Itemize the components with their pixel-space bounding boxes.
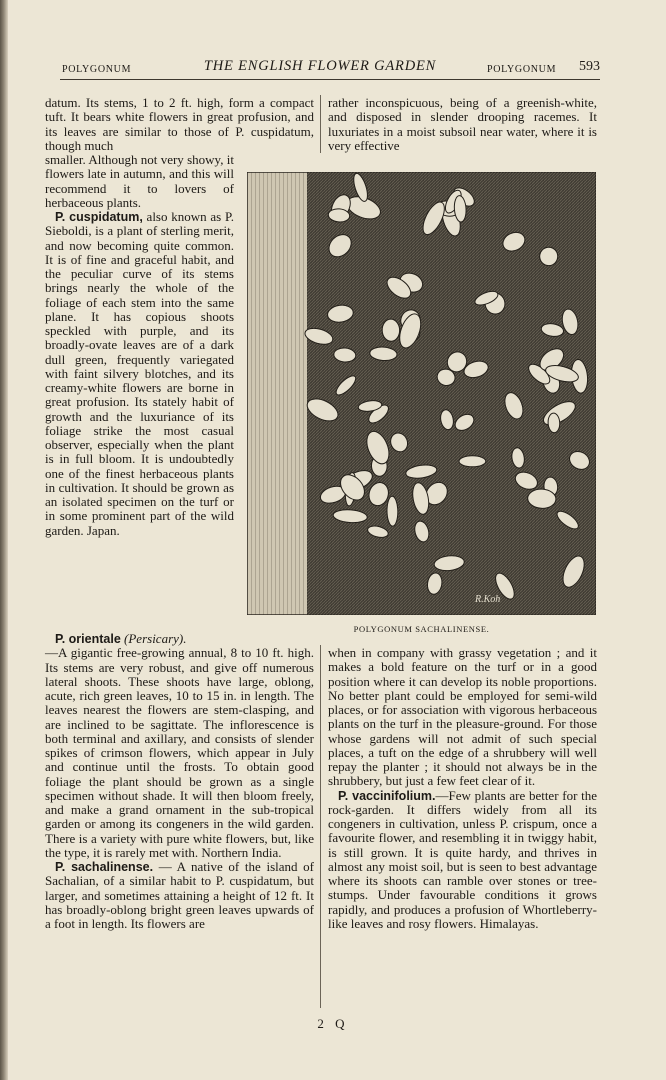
engraving-leaf bbox=[540, 247, 558, 266]
entry-orientale-text: —A gigantic free-growing annual, 8 to 10 ft. high. Its stems are very robust, and give off numerous lateral shoots. These shoots have large, oblong, acute, rich green leaves, 10 to 15 in. in length. The leaves nearest the flowers are stem-clasping, and are inclined to be sagittate. The inflorescence is both terminal and axillary, and consists of slender spikes of crimson flowers, which appear in July and continue until the frosts. To obtain good foliage the plant should be grown as a single specimen without shade. It will then bloom freely, and make a grand ornament in the sub-tropical garden or among its congeners in the wild garden. There is a variety with pure white flowers, but, like the type, it is rarely met with. Northern India. bbox=[45, 645, 314, 860]
header-title: THE ENGLISH FLOWER GARDEN bbox=[203, 58, 437, 74]
left-column-top bbox=[45, 96, 314, 153]
entry-sachalinense bbox=[45, 860, 314, 931]
header-left-label: POLYGONUM bbox=[62, 64, 132, 75]
engraving-leaf bbox=[459, 456, 486, 467]
engraving-leaf bbox=[387, 496, 398, 526]
page-number: 593 bbox=[579, 59, 600, 74]
entry-orientale-heading bbox=[45, 632, 314, 646]
entry-vaccinifolium bbox=[328, 789, 597, 932]
header-right-label: POLYGONUM bbox=[487, 64, 557, 75]
paragraph-text: datum. Its stems, 1 to 2 ft. high, form a compact tuft. It bears white flowers in great profusion, and its leaves are similar to those of P. cuspidatum, though much bbox=[45, 95, 314, 153]
paragraph-text: when in company with grassy vegetation ; and it makes a bold feature on the turf or in a good position where it can develop its noble proportions. No better plant could be employed for semi-wild places, or for association with vigorous herbaceous plants on the turf in the pleasure-ground. For those whose gardens will not admit of such special places, a tuft on the edge of a shrubbery will well repay the planter ; it should not always be in the shrubbery, but just a few feet clear of it. bbox=[328, 645, 597, 789]
illustration-polygonum-sachalinense bbox=[247, 172, 596, 615]
column-divider-bottom bbox=[320, 645, 321, 1008]
entry-text: —Few plants are better for the rock-garden. It differs widely from all its congeners in cultivation, unless P. crispum, once a favourite flower, and resembling it in twiggy habit, is still grown. It is quite hardy, and thrives in almost any moist soil, but is seen to best advantage where its shoots can ramble over stones or tree-stumps. Under favourable conditions it grows rapidly, and produces a profusion of Whortleberry-like leaves and rosy flowers. Himalayas. bbox=[328, 787, 597, 931]
entry-common-name: (Persicary). bbox=[124, 631, 187, 646]
engraving-leaf bbox=[382, 319, 400, 342]
column-divider-top bbox=[320, 95, 321, 153]
header-rule bbox=[60, 79, 600, 80]
running-header bbox=[60, 58, 600, 78]
entry-text: also known as P. Sieboldi, is a plant of sterling merit, and now becoming quite common. It is of fine and graceful habit, and the peculiar curve of its stems brings nearly the whole of the foliage of each stem into the same plane. It has copious shoots speckled with purple, and its broadly-ovate leaves are of a dark dull green, frequently variegated with faint silvery blotches, and its creamy-white flowers are borne in great profusion. Its stately habit of growth and the luxuriance of its foliage strike the most casual observer, especially when the plant is in full bloom. It is undoubtedly one of the finest herbaceous plants in cultivation. It should be grown as an isolated specimen on the turf or in some prominent part of the wild garden. Japan. bbox=[45, 209, 234, 538]
entry-name: P. sachalinense. bbox=[55, 860, 154, 874]
paragraph-text: rather inconspicuous, being of a greenish-white, and disposed in slender drooping racemes. It luxuriates in a moist subsoil near water, where it is very effective bbox=[328, 95, 597, 153]
left-column-bottom bbox=[45, 632, 314, 931]
right-column-bottom bbox=[328, 646, 597, 931]
entry-name: P. vaccinifolium. bbox=[338, 788, 436, 803]
entry-name: P. orientale bbox=[55, 632, 121, 646]
page-binding-edge bbox=[0, 0, 8, 1080]
paragraph-text: smaller. Although not very showy, it flowers late in autumn, and this will recommend it to lovers of herbaceous plants. bbox=[45, 152, 234, 210]
entry-cuspidatum bbox=[45, 210, 234, 538]
engraver-signature: R.Koh bbox=[475, 594, 501, 605]
left-column-narrow bbox=[45, 153, 234, 538]
right-column-top bbox=[328, 96, 597, 153]
signature-mark: 2 Q bbox=[317, 1016, 349, 1031]
figure-caption: POLYGONUM SACHALINENSE. bbox=[353, 624, 490, 634]
entry-name: P. cuspidatum, bbox=[55, 210, 143, 224]
entry-text: — A native of the island of Sachalian, of a similar habit to P. cuspidatum, but larger, and sometimes attaining a height of 12 ft. It has broadly-oblong bright green leaves upwards of a foot in length. Its flowers are bbox=[45, 859, 314, 931]
engraving-image bbox=[247, 172, 596, 615]
